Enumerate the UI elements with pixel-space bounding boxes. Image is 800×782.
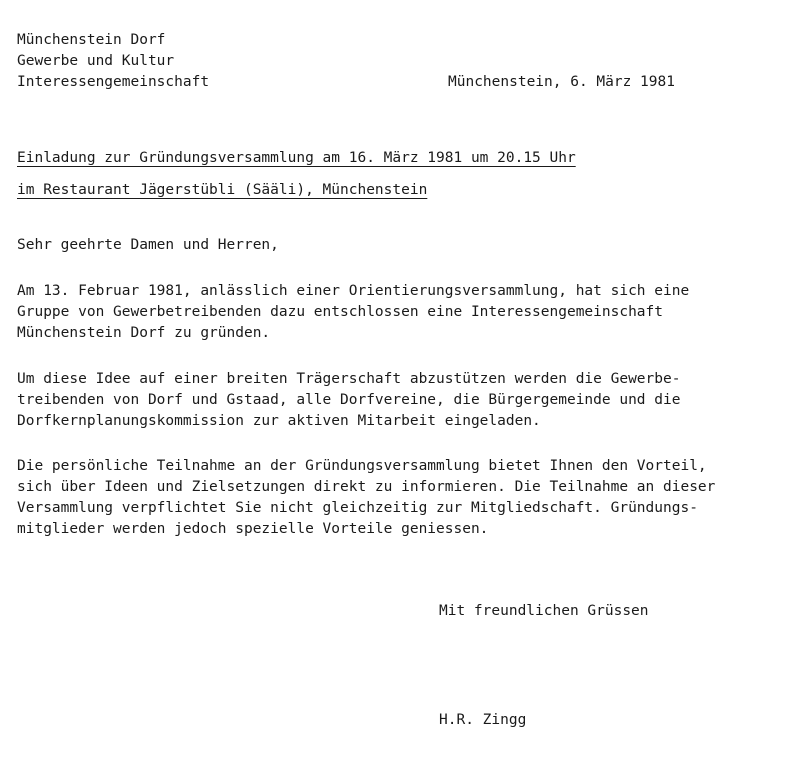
paragraph-line: Die persönliche Teilnahme an der Gründungsversammlung bietet Ihnen den Vorteil, — [17, 458, 707, 474]
signature-name: H.R. Zingg — [439, 712, 527, 728]
paragraph-line: treibenden von Dorf und Gstaad, alle Dorfvereine, die Bürgergemeinde und die — [17, 392, 681, 408]
paragraph-line: Münchenstein Dorf zu gründen. — [17, 325, 271, 341]
sender-line: Interessengemeinschaft — [17, 74, 210, 90]
sender-line: Münchenstein Dorf — [17, 32, 166, 48]
letter-date: Münchenstein, 6. März 1981 — [448, 74, 675, 90]
subject-block — [17, 150, 576, 198]
paragraph-line: Um diese Idee auf einer breiten Trägerschaft abzustützen werden die Gewerbe- — [17, 371, 681, 387]
paragraph-line: sich über Ideen und Zielsetzungen direkt zu informieren. Die Teilnahme an dieser — [17, 479, 716, 495]
subject-line: Einladung zur Gründungsversammlung am 16. März 1981 um 20.15 Uhr — [17, 150, 576, 166]
paragraph — [17, 456, 715, 540]
paragraph-line: Am 13. Februar 1981, anlässlich einer Orientierungsversammlung, hat sich eine — [17, 283, 690, 299]
paragraph-line: mitglieder werden jedoch spezielle Vorteile geniessen. — [17, 521, 489, 537]
paragraph — [17, 281, 689, 344]
salutation: Sehr geehrte Damen und Herren, — [17, 237, 279, 253]
paragraph — [17, 369, 680, 432]
paragraph-line: Versammlung verpflichtet Sie nicht gleichzeitig zur Mitgliedschaft. Gründungs- — [17, 500, 698, 516]
closing: Mit freundlichen Grüssen — [439, 603, 649, 619]
sender-line: Gewerbe und Kultur — [17, 53, 175, 69]
sender-block — [17, 30, 209, 93]
subject-line: im Restaurant Jägerstübli (Sääli), Münchenstein — [17, 182, 428, 198]
paragraph-line: Gruppe von Gewerbetreibenden dazu entschlossen eine Interessengemeinschaft — [17, 304, 664, 320]
paragraph-line: Dorfkernplanungskommission zur aktiven Mitarbeit eingeladen. — [17, 413, 541, 429]
